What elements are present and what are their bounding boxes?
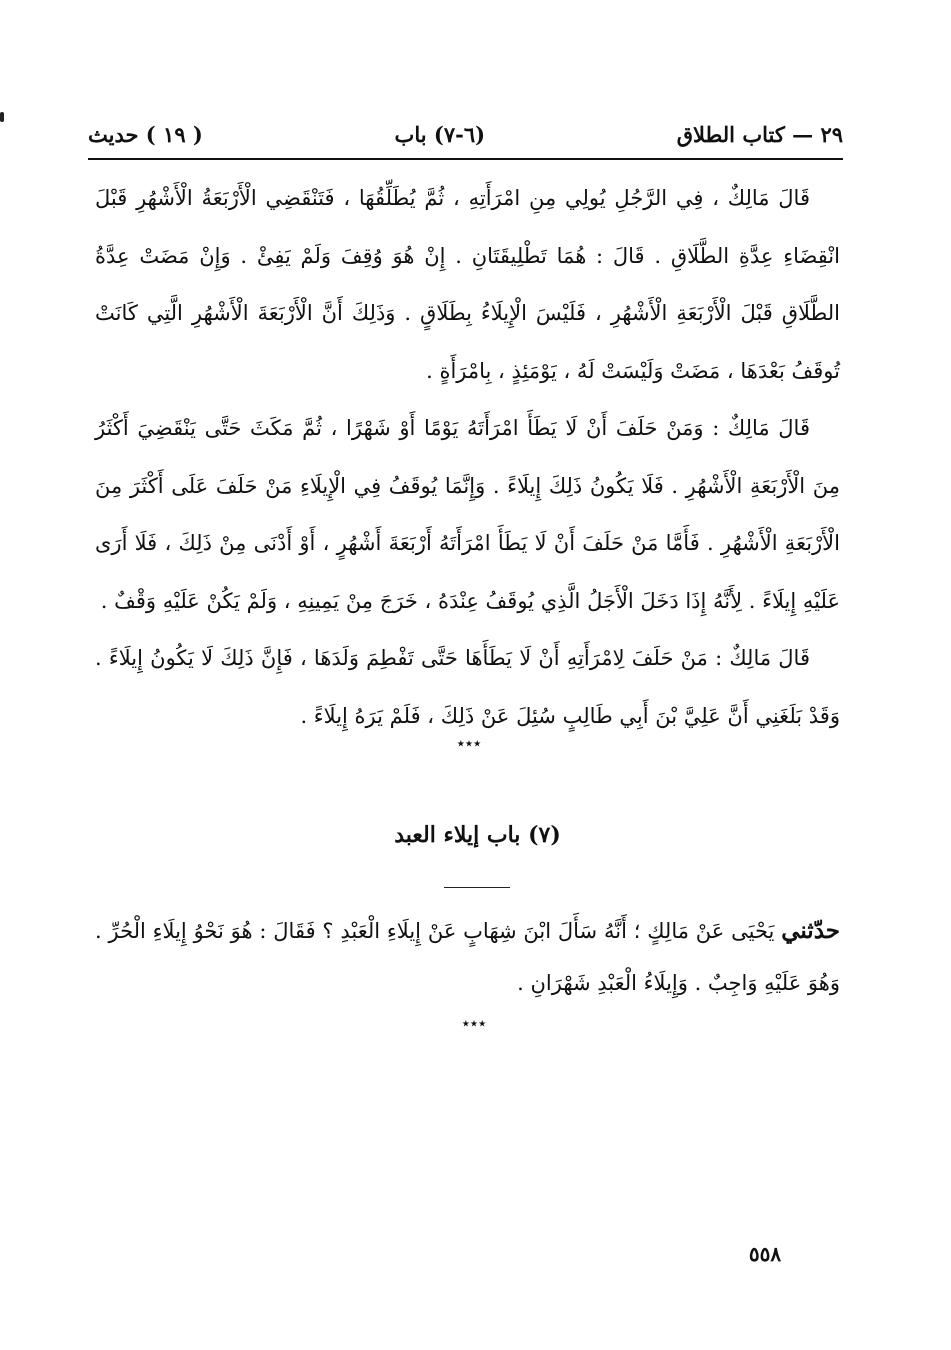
hadith-paragraph xyxy=(95,905,840,1009)
end-separator: ٭٭٭ xyxy=(461,1014,487,1032)
title-rule xyxy=(444,887,510,888)
chapter-title: (٧) باب إيلاء العبد xyxy=(394,822,561,848)
hadith-lead: حدّثني xyxy=(781,917,840,944)
header-book-title: ٢٩ — كتاب الطلاق xyxy=(676,121,843,147)
paragraph: قَالَ مَالِكٌ ، فِي الرَّجُلِ يُولِي مِنِ امْرَأَتِهِ ، ثُمَّ يُطَلِّقُهَا ، فَتَنْقَضِي الْأَرْبَعَةُ الْأَشْهُرِ قَبْلَ انْقِضَاءِ عِدَّةِ الطَّلَاقِ . قَالَ : هُمَا تَطْلِيقَتَانِ . إِنْ هُوَ وُقِفَ وَلَمْ يَفِئْ . وَإِنْ مَضَتْ عِدَّةُ الطَّلَاقِ قَبْلَ الْأَرْبَعَةِ الْأَشْهُرِ ، فَلَيْسَ الْإِيلَاءُ بِطَلَاقٍ . وَذَلِكَ أَنَّ الْأَرْبَعَةَ الْأَشْهُرِ الَّتِي كَانَتْ تُوقَفُ بَعْدَهَا ، مَضَتْ وَلَيْسَتْ لَهُ ، يَوْمَئِذٍ ، بِامْرَأَةٍ . xyxy=(95,186,840,383)
hadith-body: يَحْيَى عَنْ مَالِكٍ ؛ أَنَّهُ سَأَلَ ابْنَ شِهَابٍ عَنْ إِيلَاءِ الْعَبْدِ ؟ فَقَالَ : هُوَ نَحْوُ إِيلَاءِ الْحُرِّ . وَهُوَ عَلَيْهِ وَاجِبٌ . وَإِيلَاءُ الْعَبْدِ شَهْرَانِ . xyxy=(95,919,840,995)
hadith-text xyxy=(95,905,840,1009)
header-hadith-count: ( ١٩ ) حديث xyxy=(88,121,203,147)
page-number: ٥٥٨ xyxy=(748,1242,782,1266)
paragraph: قَالَ مَالِكٌ : مَنْ حَلَفَ لِامْرَأَتِهِ أَنْ لَا يَطَأَهَا حَتَّى تَفْطِمَ وَلَدَهَا ، فَإِنَّ ذَلِكَ لَا يَكُونُ إِيلَاءً . وَقَدْ بَلَغَنِي أَنَّ عَلِيَّ بْنَ أَبِي طَالِبٍ سُئِلَ عَنْ ذَلِكَ ، فَلَمْ يَرَهُ إِيلَاءً . xyxy=(95,646,840,728)
main-text xyxy=(95,170,840,745)
margin-mark xyxy=(0,112,4,122)
header-chapter: (٦-٧) باب xyxy=(394,121,486,147)
section-separator: ٭٭٭ xyxy=(456,734,482,752)
paragraph: قَالَ مَالِكٌ : وَمَنْ حَلَفَ أَنْ لَا يَطَأَ امْرَأَتَهُ يَوْمًا أَوْ شَهْرًا ، ثُمَّ مَكَثَ حَتَّى يَنْقَضِيَ أَكْثَرُ مِنَ الْأَرْبَعَةِ الْأَشْهُرِ . فَلَا يَكُونُ ذَلِكَ إِيلَاءً . وَإِنَّمَا يُوقَفُ فِي الْإِيلَاءِ مَنْ حَلَفَ عَلَى أَكْثَرَ مِنَ الْأَرْبَعَةِ الْأَشْهُرِ . فَأَمَّا مَنْ حَلَفَ أَنْ لَا يَطَأَ امْرَأَتَهُ أَرْبَعَةَ أَشْهُرٍ ، أَوْ أَدْنَى مِنْ ذَلِكَ ، فَلَا أَرَى عَلَيْهِ إِيلَاءً . لِأَنَّهُ إِذَا دَخَلَ الْأَجَلُ الَّذِي يُوقَفُ عِنْدَهُ ، خَرَجَ مِنْ يَمِينِهِ ، وَلَمْ يَكُنْ عَلَيْهِ وَقْفٌ . xyxy=(95,416,840,613)
header-rule xyxy=(88,158,843,160)
running-header xyxy=(88,112,843,156)
